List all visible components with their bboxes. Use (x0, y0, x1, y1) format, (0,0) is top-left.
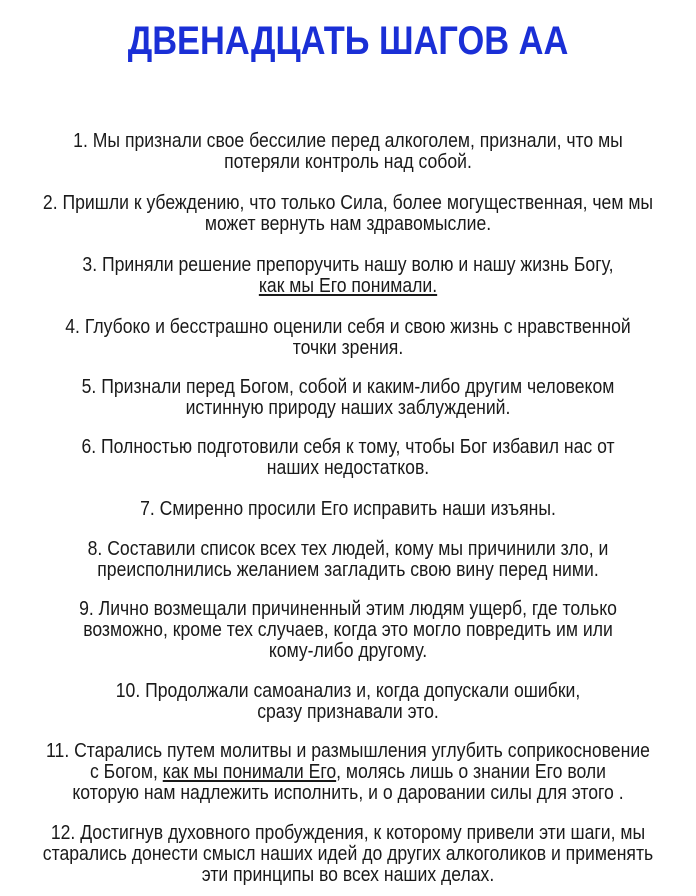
step-text: возможно, кроме тех случаев, когда это могло повредить им или (83, 619, 613, 641)
step-text: 7. Смиренно просили Его исправить наши изъяны. (140, 498, 556, 520)
step-line (42, 152, 654, 173)
step-item (0, 437, 696, 479)
step-line (42, 823, 654, 844)
step-item (0, 681, 696, 723)
step-item (0, 499, 696, 520)
step-line (42, 865, 654, 886)
step-line (42, 762, 654, 783)
step-text: 12. Достигнув духовного пробуждения, к которому привели эти шаги, мы (50, 822, 646, 844)
step-line (42, 844, 654, 865)
step-line (42, 702, 654, 723)
step-item (0, 317, 696, 359)
underlined-phrase: как мы Его понимали. (258, 275, 438, 297)
step-line (42, 398, 654, 419)
step-item (0, 539, 696, 581)
step-text: точки зрения. (292, 337, 404, 359)
step-text: может вернуть нам здравомыслие. (204, 213, 492, 235)
underlined-phrase: как мы понимали Его (162, 761, 337, 783)
step-line (42, 599, 654, 620)
step-line (42, 131, 654, 152)
step-text: преисполнились желанием загладить свою вину перед ними. (97, 559, 599, 581)
step-text: с Богом, (89, 761, 163, 783)
step-text: 10. Продолжали самоанализ и, когда допускали ошибки, (115, 680, 581, 702)
step-line (42, 255, 654, 276)
step-item (0, 823, 696, 886)
step-item (0, 377, 696, 419)
step-line (42, 214, 654, 235)
step-line (42, 641, 654, 662)
step-line (42, 499, 654, 520)
step-line (42, 338, 654, 359)
step-item (0, 131, 696, 173)
step-text: эти принципы во всех наших делах. (201, 864, 495, 886)
step-text: , молясь лишь о знании Его воли (336, 761, 607, 783)
step-text: 8. Составили список всех тех людей, кому мы причинили зло, и (87, 538, 609, 560)
step-text: 5. Признали перед Богом, собой и каким-либо другим человеком (81, 376, 615, 398)
step-text: 3. Приняли решение препоручить нашу волю и нашу жизнь Богу, (82, 254, 614, 276)
step-text: 4. Глубоко и бесстрашно оценили себя и свою жизнь с нравственной (65, 316, 631, 338)
step-text: истинную природу наших заблуждений. (185, 397, 511, 419)
step-line (42, 458, 654, 479)
step-line (42, 539, 654, 560)
step-item (0, 599, 696, 662)
step-item (0, 193, 696, 235)
step-text: 1. Мы признали свое бессилие перед алкоголем, признали, что мы (73, 130, 623, 152)
step-text: 6. Полностью подготовили себя к тому, чтобы Бог избавил нас от (81, 436, 615, 458)
step-line (42, 193, 654, 214)
step-item (0, 255, 696, 297)
step-text: наших недостатков. (266, 457, 430, 479)
step-line (42, 741, 654, 762)
step-line (42, 681, 654, 702)
step-item (0, 741, 696, 804)
step-line (42, 276, 654, 297)
step-text: сразу признавали это. (257, 701, 439, 723)
step-text: 2. Пришли к убеждению, что только Сила, более могущественная, чем мы (42, 192, 654, 214)
page-title: ДВЕНАДЦАТЬ ШАГОВ АА (127, 19, 569, 63)
step-line (42, 377, 654, 398)
step-line (42, 437, 654, 458)
step-line (42, 783, 654, 804)
step-text: которую нам надлежить исполнить, и о даровании силы для этого . (72, 782, 624, 804)
step-text: 11. Старались путем молитвы и размышления углубить соприкосновение (46, 740, 650, 762)
step-line (42, 560, 654, 581)
step-line (42, 620, 654, 641)
step-line (42, 317, 654, 338)
step-text: 9. Лично возмещали причиненный этим людям ущерб, где только (79, 598, 617, 620)
step-text: старались донести смысл наших идей до других алкоголиков и применять (42, 843, 654, 865)
step-text: потеряли контроль над собой. (224, 151, 472, 173)
step-text: кому-либо другому. (268, 640, 428, 662)
